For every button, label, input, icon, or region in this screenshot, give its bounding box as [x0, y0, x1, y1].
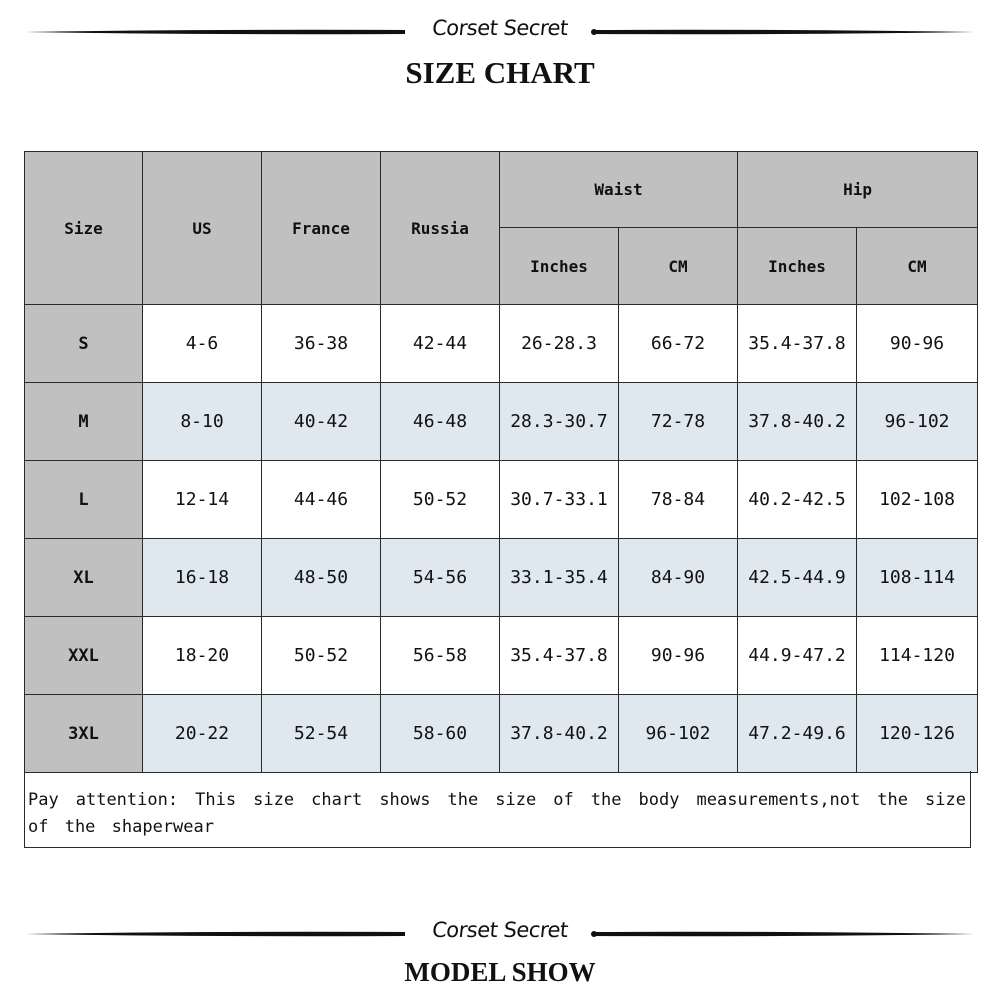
hip-cm: 96-102 — [857, 383, 978, 461]
table-row — [25, 305, 978, 383]
size-label: L — [25, 461, 143, 539]
hip-inches: 35.4-37.8 — [738, 305, 857, 383]
waist-inches: 30.7-33.1 — [500, 461, 619, 539]
table-row — [25, 383, 978, 461]
table-row — [25, 539, 978, 617]
hip-cm: 90-96 — [857, 305, 978, 383]
russia-size: 42-44 — [381, 305, 500, 383]
brand-logo-top: Corset Secret — [430, 16, 570, 40]
waist-inches: 37.8-40.2 — [500, 695, 619, 773]
hip-inches: 40.2-42.5 — [738, 461, 857, 539]
us-size: 12-14 — [143, 461, 262, 539]
france-size: 44-46 — [262, 461, 381, 539]
bottom-brand-banner — [0, 904, 1000, 964]
us-size: 8-10 — [143, 383, 262, 461]
france-size: 36-38 — [262, 305, 381, 383]
waist-inches: 33.1-35.4 — [500, 539, 619, 617]
hip-inches: 37.8-40.2 — [738, 383, 857, 461]
russia-size: 46-48 — [381, 383, 500, 461]
hip-cm: 108-114 — [857, 539, 978, 617]
brand-logo-bottom: Corset Secret — [430, 918, 570, 942]
hip-cm: 102-108 — [857, 461, 978, 539]
header-france: France — [262, 152, 381, 305]
waist-inches: 35.4-37.8 — [500, 617, 619, 695]
waist-cm: 78-84 — [619, 461, 738, 539]
waist-cm: 84-90 — [619, 539, 738, 617]
header-hip-cm: CM — [857, 228, 978, 305]
waist-inches: 26-28.3 — [500, 305, 619, 383]
france-size: 52-54 — [262, 695, 381, 773]
size-chart-table — [24, 151, 978, 773]
size-label: XL — [25, 539, 143, 617]
header-waist-cm: CM — [619, 228, 738, 305]
model-show-heading: MODEL SHOW — [404, 957, 596, 987]
size-chart-heading: SIZE CHART — [405, 55, 595, 90]
size-label: S — [25, 305, 143, 383]
hip-cm: 120-126 — [857, 695, 978, 773]
russia-size: 54-56 — [381, 539, 500, 617]
hip-inches: 47.2-49.6 — [738, 695, 857, 773]
russia-size: 56-58 — [381, 617, 500, 695]
waist-cm: 72-78 — [619, 383, 738, 461]
table-row — [25, 695, 978, 773]
waist-inches: 28.3-30.7 — [500, 383, 619, 461]
table-row — [25, 617, 978, 695]
header-size: Size — [25, 152, 143, 305]
hip-cm: 114-120 — [857, 617, 978, 695]
russia-size: 50-52 — [381, 461, 500, 539]
france-size: 50-52 — [262, 617, 381, 695]
size-label: 3XL — [25, 695, 143, 773]
us-size: 20-22 — [143, 695, 262, 773]
waist-cm: 96-102 — [619, 695, 738, 773]
header-russia: Russia — [381, 152, 500, 305]
top-brand-banner — [0, 2, 1000, 62]
russia-size: 58-60 — [381, 695, 500, 773]
us-size: 18-20 — [143, 617, 262, 695]
measurement-note: Pay attention: This size chart shows the size of the body measurements,not the size of the shaperwear — [24, 771, 971, 848]
hip-inches: 44.9-47.2 — [738, 617, 857, 695]
header-waist: Waist — [500, 152, 738, 228]
waist-cm: 90-96 — [619, 617, 738, 695]
waist-cm: 66-72 — [619, 305, 738, 383]
table-row — [25, 461, 978, 539]
us-size: 16-18 — [143, 539, 262, 617]
header-hip-inches: Inches — [738, 228, 857, 305]
france-size: 40-42 — [262, 383, 381, 461]
header-waist-inches: Inches — [500, 228, 619, 305]
france-size: 48-50 — [262, 539, 381, 617]
us-size: 4-6 — [143, 305, 262, 383]
hip-inches: 42.5-44.9 — [738, 539, 857, 617]
size-label: M — [25, 383, 143, 461]
header-us: US — [143, 152, 262, 305]
header-hip: Hip — [738, 152, 978, 228]
size-label: XXL — [25, 617, 143, 695]
